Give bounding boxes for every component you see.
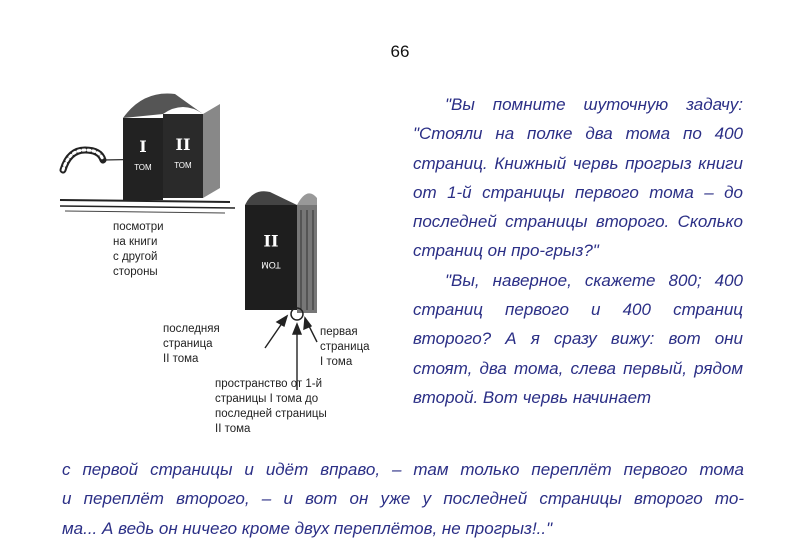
continuation-line: и переплёт второго, – и вот он уже у последней страницы второго то-: [62, 489, 744, 509]
rotated-spine-word: ТОМ: [261, 260, 281, 270]
books-rotated-view: [245, 191, 317, 320]
spine-word-left: ТОМ: [134, 163, 152, 172]
label-first-page: первая страница I тома: [320, 326, 370, 368]
continuation-line: ма... А ведь он ничего кроме двух переплётов, не прогрыз!..": [62, 518, 553, 538]
continuation-line: с первой страницы и идёт вправо, – там только переплёт первого тома: [62, 460, 744, 479]
page-number: 66: [390, 42, 410, 61]
label-last-page: последняя страница II тома: [163, 323, 220, 365]
spine-word-right: ТОМ: [174, 161, 192, 170]
label-look-other-side: посмотри на книги с другой стороны: [113, 221, 164, 278]
spine-numeral-right: II: [175, 135, 191, 154]
story-column: [413, 90, 743, 412]
story-continuation: [62, 455, 744, 543]
spine-numeral-left: I: [139, 137, 147, 156]
books-front-view: [123, 94, 220, 201]
bookworm-illustration: [55, 80, 415, 455]
shelf: [60, 200, 235, 213]
story-paragraph-2: "Вы, наверное, скажете 800; 400 страниц первого и 400 страниц второго? А я сразу вижу: вот они стоят, два тома, слева первый, рядом второй. Вот червь начинает: [413, 270, 743, 407]
label-space-between: пространство от 1-й страницы I тома до последней страницы II тома: [215, 378, 327, 435]
rotated-spine-numeral: II: [263, 231, 279, 250]
story-paragraph-1: "Вы помните шуточную задачу: "Стояли на полке два тома по 400 страниц. Книжный червь прогрыз книги от 1-й страницы первого тома – до последней страницы второго. Сколько страниц он про-грыз?": [413, 95, 743, 261]
